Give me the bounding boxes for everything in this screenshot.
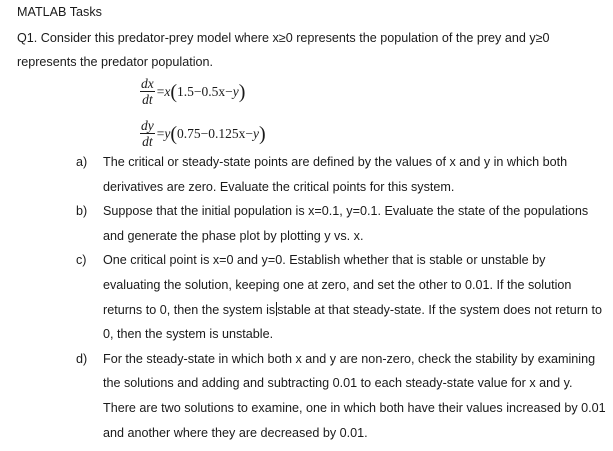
equals-sign: = bbox=[156, 83, 165, 99]
equation-variable: y bbox=[164, 125, 171, 141]
equation-inner-variable: y bbox=[232, 83, 239, 99]
right-paren: ) bbox=[259, 122, 266, 145]
equation-inner-terms: 0.75−0.125x− bbox=[177, 125, 254, 141]
left-paren: ( bbox=[170, 80, 178, 103]
fraction-denominator: dt bbox=[142, 92, 153, 107]
task-text: The critical or steady-state points are defined by the values of x and y in which both derivatives are zero. Evaluate the critical points for this system. bbox=[103, 155, 568, 194]
equation-right-side bbox=[156, 122, 266, 145]
task-item-a bbox=[76, 150, 606, 199]
document-heading: MATLAB Tasks bbox=[17, 5, 102, 19]
derivative-fraction bbox=[140, 118, 155, 149]
fraction-denominator: dt bbox=[142, 134, 153, 149]
equation-inner-terms: 1.5−0.5x− bbox=[177, 83, 233, 99]
task-list bbox=[76, 150, 606, 445]
equation-right-side bbox=[156, 80, 246, 103]
equation-dy-dt bbox=[140, 118, 266, 149]
task-marker: b) bbox=[76, 204, 88, 219]
left-paren: ( bbox=[170, 122, 178, 145]
equation-dx-dt bbox=[140, 76, 245, 107]
fraction-numerator: dy bbox=[141, 118, 154, 133]
equals-sign: = bbox=[156, 125, 165, 141]
question-text: Q1. Consider this predator-prey model where x≥0 represents the population of the prey and y≥0 represents the predator population. bbox=[17, 31, 550, 69]
task-item-c bbox=[76, 248, 606, 346]
task-item-b bbox=[76, 199, 606, 248]
task-text: Suppose that the initial population is x=0.1, y=0.1. Evaluate the state of the populations and generate the phase plot by plotting y vs. x. bbox=[103, 204, 589, 243]
equation-variable: x bbox=[164, 83, 171, 99]
derivative-fraction bbox=[140, 76, 155, 107]
task-marker: c) bbox=[76, 253, 87, 268]
task-text-before-cursor: One critical point is x=0 and y=0. Establish whether that is stable or unstable by evaluating the solution, keeping one at zero, and set the other to 0.01. If the solution returns to 0, then the system is bbox=[103, 253, 572, 317]
right-paren: ) bbox=[238, 80, 246, 103]
task-item-d bbox=[76, 347, 606, 445]
task-text: For the steady-state in which both x and y are non-zero, check the stability by examining the solutions and adding and subtracting 0.01 to each steady-state value for x and y. There are two solutions to examine, one in which both have their values increased by 0.01 and another where they are decreased by 0.01. bbox=[103, 351, 606, 440]
equation-inner-variable: y bbox=[253, 125, 260, 141]
fraction-numerator: dx bbox=[141, 76, 154, 91]
task-text-after-cursor: stable at that steady-state. If the system does not return to 0, then the system is unstable. bbox=[103, 302, 603, 342]
task-marker: d) bbox=[76, 351, 88, 366]
task-marker: a) bbox=[76, 155, 88, 169]
